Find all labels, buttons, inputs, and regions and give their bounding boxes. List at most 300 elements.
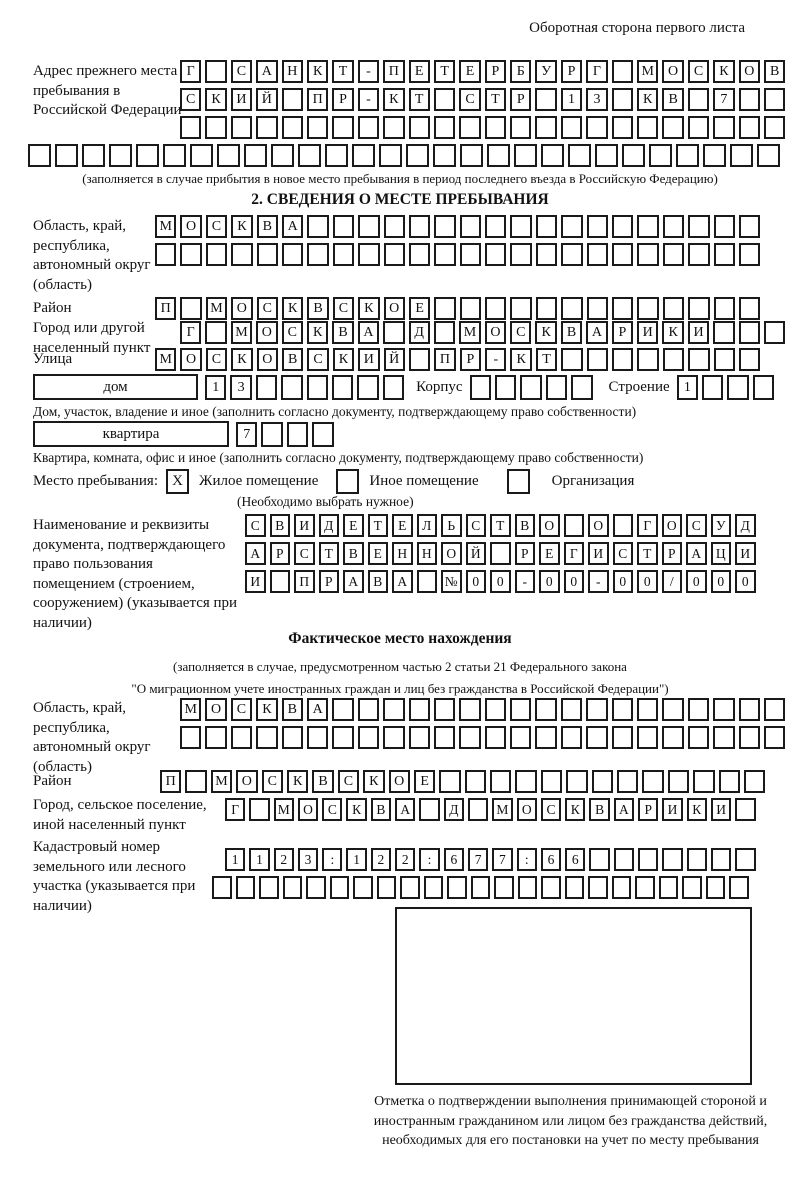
char-cell	[536, 215, 557, 238]
char-cell	[688, 88, 709, 111]
char-cell	[28, 144, 51, 167]
char-cell: 0	[686, 570, 707, 593]
char-cell: 6	[541, 848, 561, 871]
fact-note-1: (заполняется в случае, предусмотренном частью 2 статьи 21 Федерального закона	[173, 659, 627, 674]
char-cell: Р	[612, 321, 633, 344]
char-cell: Г	[586, 60, 607, 83]
char-cell	[471, 876, 491, 899]
char-cell: /	[662, 570, 683, 593]
char-cell: А	[614, 798, 634, 821]
char-cell	[739, 726, 760, 749]
char-cell	[332, 116, 353, 139]
char-cell	[357, 375, 378, 400]
char-cell: В	[257, 215, 278, 238]
char-cell	[270, 570, 291, 593]
char-cell	[764, 698, 785, 721]
char-cell: С	[262, 770, 283, 793]
char-cell	[379, 144, 402, 167]
char-cell: П	[160, 770, 181, 793]
cell-row	[180, 321, 785, 344]
char-cell: -	[358, 60, 379, 83]
char-cell	[494, 876, 514, 899]
char-cell: Г	[180, 60, 201, 83]
char-cell: О	[441, 542, 462, 565]
char-cell: Т	[409, 88, 430, 111]
char-cell: Т	[319, 542, 340, 565]
char-cell	[205, 60, 226, 83]
stamp-box	[395, 907, 752, 1085]
char-cell	[561, 215, 582, 238]
fact-oblast-label: Область, край, республика, автономный округ (область)	[33, 700, 151, 775]
char-cell: В	[561, 321, 582, 344]
char-cell	[635, 876, 655, 899]
char-cell: К	[713, 60, 734, 83]
char-cell	[637, 215, 658, 238]
document-label: Наименование и реквизиты документа, подтверждающего право пользования помещением (строением, сооружением) (указывается при наличии)	[33, 517, 238, 631]
char-cell: К	[307, 321, 328, 344]
char-cell	[622, 144, 645, 167]
char-cell: В	[662, 88, 683, 111]
char-cell: Р	[515, 542, 536, 565]
kvartira-row	[33, 421, 334, 447]
cell-row	[160, 770, 765, 793]
char-cell: Г	[637, 514, 658, 537]
char-cell: К	[565, 798, 585, 821]
char-cell: О	[485, 321, 506, 344]
char-cell	[384, 243, 405, 266]
char-cell: М	[155, 348, 176, 371]
char-cell	[256, 375, 277, 400]
char-cell: К	[358, 297, 379, 320]
char-cell	[739, 88, 760, 111]
char-cell: О	[662, 514, 683, 537]
char-cell	[727, 375, 748, 400]
char-cell: К	[256, 698, 277, 721]
char-cell	[82, 144, 105, 167]
char-cell: М	[231, 321, 252, 344]
char-cell: 1	[346, 848, 366, 871]
char-cell	[307, 375, 328, 400]
char-cell	[244, 144, 267, 167]
char-cell	[434, 88, 455, 111]
char-cell	[565, 876, 585, 899]
char-cell	[231, 116, 252, 139]
char-cell	[109, 144, 132, 167]
char-cell	[510, 726, 531, 749]
char-cell	[180, 726, 201, 749]
prev-address-cell-rows	[180, 60, 785, 139]
char-cell	[439, 770, 460, 793]
char-cell: Е	[539, 542, 560, 565]
char-cell	[587, 297, 608, 320]
char-cell	[739, 348, 760, 371]
char-cell: С	[333, 297, 354, 320]
char-cell	[185, 770, 206, 793]
char-cell	[384, 215, 405, 238]
char-cell	[217, 144, 240, 167]
char-cell	[460, 243, 481, 266]
char-cell	[155, 243, 176, 266]
char-cell	[714, 215, 735, 238]
char-cell: О	[205, 698, 226, 721]
char-cell	[510, 297, 531, 320]
char-cell	[702, 375, 723, 400]
fact-note-2: "О миграционном учете иностранных граждан и лиц без гражданства в Российской Федерации")	[131, 681, 669, 696]
char-cell: 0	[613, 570, 634, 593]
char-cell	[536, 243, 557, 266]
char-cell	[434, 698, 455, 721]
char-cell	[682, 876, 702, 899]
char-cell	[589, 848, 609, 871]
char-cell	[739, 321, 760, 344]
char-cell	[358, 726, 379, 749]
char-cell	[180, 297, 201, 320]
char-cell: О	[256, 321, 277, 344]
char-cell: 1	[225, 848, 245, 871]
char-cell: 0	[637, 570, 658, 593]
char-cell	[419, 798, 439, 821]
char-cell: К	[205, 88, 226, 111]
char-cell: :	[517, 848, 537, 871]
char-cell	[642, 770, 663, 793]
char-cell	[383, 375, 404, 400]
char-cell: Р	[332, 88, 353, 111]
cell-row	[225, 798, 756, 821]
char-cell: С	[282, 321, 303, 344]
char-cell	[730, 144, 753, 167]
char-cell	[383, 698, 404, 721]
section2-title: 2. СВЕДЕНИЯ О МЕСТЕ ПРЕБЫВАНИЯ	[251, 191, 549, 208]
char-cell	[259, 876, 279, 899]
char-cell	[714, 348, 735, 371]
char-cell	[739, 215, 760, 238]
oblast-label: Область, край, республика, автономный округ (область)	[33, 218, 151, 293]
korpus-cells	[470, 375, 593, 400]
char-cell: Р	[638, 798, 658, 821]
char-cell	[282, 116, 303, 139]
char-cell	[612, 88, 633, 111]
char-cell: 2	[371, 848, 391, 871]
char-cell: У	[535, 60, 556, 83]
char-cell	[613, 514, 634, 537]
char-cell: К	[287, 770, 308, 793]
char-cell: К	[687, 798, 707, 821]
char-cell: -	[485, 348, 506, 371]
char-cell: О	[231, 297, 252, 320]
char-cell: Т	[368, 514, 389, 537]
char-cell	[332, 698, 353, 721]
char-cell	[663, 215, 684, 238]
char-cell: Т	[332, 60, 353, 83]
char-cell: А	[245, 542, 266, 565]
char-cell: К	[662, 321, 683, 344]
char-cell	[510, 243, 531, 266]
char-cell	[662, 698, 683, 721]
char-cell	[358, 243, 379, 266]
cell-row	[155, 348, 760, 371]
char-cell: Г	[180, 321, 201, 344]
checkbox-inoe	[336, 469, 359, 494]
char-cell	[358, 116, 379, 139]
char-cell	[205, 116, 226, 139]
char-cell: С	[245, 514, 266, 537]
char-cell: М	[274, 798, 294, 821]
char-cell: О	[257, 348, 278, 371]
char-cell	[729, 876, 749, 899]
cell-row	[180, 698, 785, 721]
char-cell: К	[231, 215, 252, 238]
char-cell: О	[517, 798, 537, 821]
char-cell: Б	[510, 60, 531, 83]
char-cell: С	[231, 698, 252, 721]
char-cell: Д	[735, 514, 756, 537]
char-cell	[764, 321, 785, 344]
char-cell	[703, 144, 726, 167]
char-cell	[713, 116, 734, 139]
char-cell	[535, 726, 556, 749]
char-cell: А	[586, 321, 607, 344]
char-cell	[282, 726, 303, 749]
char-cell: Р	[319, 570, 340, 593]
char-cell: А	[686, 542, 707, 565]
char-cell	[588, 876, 608, 899]
char-cell: И	[711, 798, 731, 821]
char-cell	[587, 243, 608, 266]
char-cell: М	[492, 798, 512, 821]
char-cell: К	[383, 88, 404, 111]
char-cell: А	[307, 698, 328, 721]
char-cell: Т	[536, 348, 557, 371]
char-cell	[595, 144, 618, 167]
cell-row	[180, 116, 785, 139]
char-cell	[307, 215, 328, 238]
prev-address-note: (заполняется в случае прибытия в новое место пребывания в период последнего въезда в Российскую Федерацию)	[82, 171, 718, 186]
char-cell: Д	[444, 798, 464, 821]
char-cell: К	[333, 348, 354, 371]
char-cell: Д	[319, 514, 340, 537]
char-cell: Г	[564, 542, 585, 565]
char-cell	[212, 876, 232, 899]
char-cell	[744, 770, 765, 793]
char-cell	[541, 770, 562, 793]
char-cell: С	[206, 215, 227, 238]
char-cell	[205, 321, 226, 344]
char-cell	[561, 348, 582, 371]
char-cell	[271, 144, 294, 167]
char-cell: К	[282, 297, 303, 320]
char-cell	[330, 876, 350, 899]
char-cell	[256, 726, 277, 749]
char-cell: И	[688, 321, 709, 344]
char-cell	[514, 144, 537, 167]
char-cell: М	[180, 698, 201, 721]
char-cell	[180, 243, 201, 266]
char-cell: П	[434, 348, 455, 371]
char-cell	[535, 88, 556, 111]
char-cell	[434, 321, 455, 344]
char-cell	[592, 770, 613, 793]
char-cell	[564, 514, 585, 537]
char-cell	[520, 375, 541, 400]
char-cell	[586, 116, 607, 139]
char-cell: -	[358, 88, 379, 111]
cell-row	[245, 570, 756, 593]
char-cell: С	[541, 798, 561, 821]
char-cell: С	[338, 770, 359, 793]
char-cell	[612, 215, 633, 238]
char-cell	[587, 348, 608, 371]
char-cell: И	[245, 570, 266, 593]
kadastr-label: Кадастровый номер земельного или лесного участка (указывается при наличии)	[33, 839, 196, 914]
char-cell	[568, 144, 591, 167]
char-cell	[257, 243, 278, 266]
cell-row	[212, 876, 749, 899]
char-cell	[713, 698, 734, 721]
char-cell: О	[384, 297, 405, 320]
char-cell: В	[371, 798, 391, 821]
char-cell: Т	[485, 88, 506, 111]
char-cell	[637, 116, 658, 139]
char-cell	[333, 243, 354, 266]
char-cell: Е	[409, 60, 430, 83]
char-cell	[163, 144, 186, 167]
stroenie-label: Строение	[608, 378, 670, 395]
char-cell	[495, 375, 516, 400]
char-cell	[739, 297, 760, 320]
char-cell: Р	[485, 60, 506, 83]
char-cell	[256, 116, 277, 139]
char-cell	[417, 570, 438, 593]
char-cell	[687, 848, 707, 871]
char-cell	[764, 726, 785, 749]
char-cell	[688, 297, 709, 320]
char-cell: Й	[384, 348, 405, 371]
char-cell	[332, 726, 353, 749]
char-cell: :	[322, 848, 342, 871]
char-cell: Й	[466, 542, 487, 565]
char-cell: 3	[298, 848, 318, 871]
char-cell: У	[711, 514, 732, 537]
char-cell	[711, 848, 731, 871]
char-cell	[561, 243, 582, 266]
char-cell: 2	[274, 848, 294, 871]
cell-row	[155, 215, 760, 238]
char-cell	[663, 348, 684, 371]
char-cell: М	[206, 297, 227, 320]
char-cell	[688, 215, 709, 238]
char-cell	[383, 726, 404, 749]
char-cell: И	[588, 542, 609, 565]
char-cell: С	[466, 514, 487, 537]
char-cell: А	[282, 215, 303, 238]
char-cell	[307, 726, 328, 749]
char-cell	[612, 348, 633, 371]
char-cell	[409, 726, 430, 749]
char-cell: 1	[249, 848, 269, 871]
char-cell	[487, 144, 510, 167]
fact-raion-label: Район	[33, 773, 72, 789]
char-cell	[515, 770, 536, 793]
char-cell	[637, 698, 658, 721]
char-cell	[541, 876, 561, 899]
char-cell: Н	[392, 542, 413, 565]
char-cell	[307, 243, 328, 266]
char-cell	[688, 116, 709, 139]
char-cell	[535, 698, 556, 721]
char-cell: Д	[409, 321, 430, 344]
char-cell: О	[180, 348, 201, 371]
char-cell: 3	[586, 88, 607, 111]
char-cell: К	[346, 798, 366, 821]
char-cell	[586, 698, 607, 721]
char-cell	[719, 770, 740, 793]
char-cell: А	[395, 798, 415, 821]
char-cell: 1	[677, 375, 698, 400]
char-cell: А	[392, 570, 413, 593]
char-cell	[353, 876, 373, 899]
char-cell: Е	[343, 514, 364, 537]
char-cell: И	[358, 348, 379, 371]
char-cell: С	[613, 542, 634, 565]
char-cell	[406, 144, 429, 167]
char-cell: С	[231, 60, 252, 83]
char-cell: П	[155, 297, 176, 320]
char-cell: -	[515, 570, 536, 593]
char-cell	[546, 375, 567, 400]
char-cell	[383, 116, 404, 139]
char-cell: Е	[368, 542, 389, 565]
char-cell	[377, 876, 397, 899]
char-cell	[638, 848, 658, 871]
fact-gorod-label: Город, сельское поселение, иной населенный пункт	[33, 797, 207, 833]
char-cell	[637, 243, 658, 266]
char-cell: :	[419, 848, 439, 871]
char-cell	[409, 243, 430, 266]
char-cell: М	[459, 321, 480, 344]
char-cell: С	[322, 798, 342, 821]
char-cell: С	[459, 88, 480, 111]
char-cell	[485, 215, 506, 238]
dom-cells	[205, 375, 404, 400]
gorod-label: Город или другой населенный пункт	[33, 320, 151, 356]
char-cell	[261, 422, 282, 447]
mesto-row	[33, 469, 634, 494]
option-organizatsiya-label: Организация	[551, 473, 635, 489]
char-cell	[659, 876, 679, 899]
char-cell	[485, 698, 506, 721]
char-cell: Е	[392, 514, 413, 537]
fact-title: Фактическое место нахождения	[288, 630, 512, 647]
document-cell-rows	[245, 514, 756, 593]
char-cell	[447, 876, 467, 899]
char-cell: С	[688, 60, 709, 83]
char-cell: С	[180, 88, 201, 111]
char-cell	[352, 144, 375, 167]
char-cell	[459, 726, 480, 749]
char-cell: О	[662, 60, 683, 83]
char-cell: О	[588, 514, 609, 537]
char-cell	[617, 770, 638, 793]
char-cell	[282, 243, 303, 266]
char-cell: В	[282, 348, 303, 371]
char-cell: 0	[466, 570, 487, 593]
char-cell: С	[307, 348, 328, 371]
char-cell: 0	[735, 570, 756, 593]
char-cell	[614, 848, 634, 871]
char-cell	[409, 348, 430, 371]
char-cell	[409, 698, 430, 721]
char-cell	[541, 144, 564, 167]
